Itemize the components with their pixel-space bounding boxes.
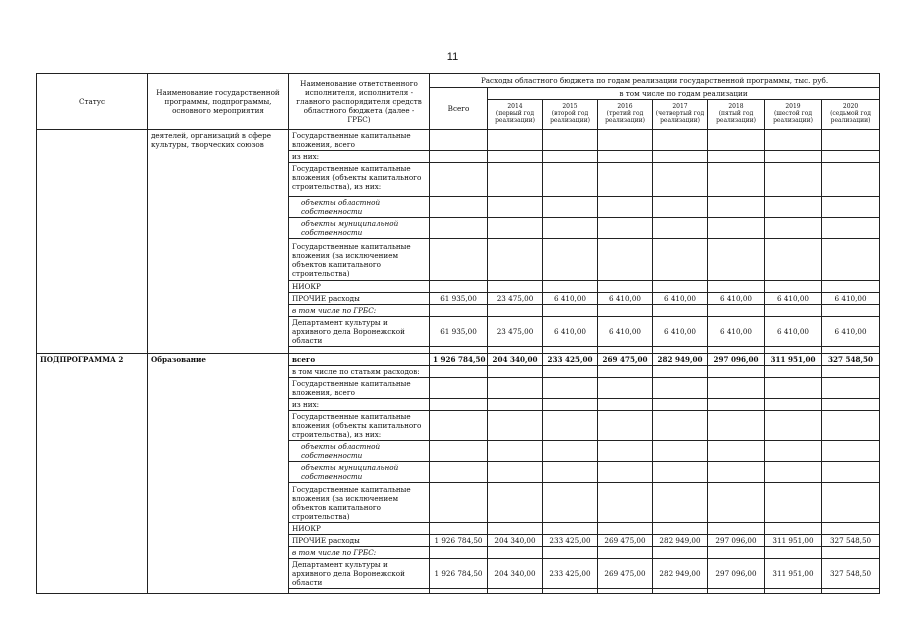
value-year: 327 548,50 — [822, 559, 880, 589]
s2-cap-excl: Государственные капитальные вложения (за исключением объектов капитального строительства) — [289, 483, 430, 523]
header-status: Статус — [37, 74, 148, 130]
value-year: 6 410,00 — [543, 293, 598, 305]
year-note: (пятый год реализации) — [716, 110, 756, 124]
year-label: 2017 — [672, 103, 688, 111]
value-year: 6 410,00 — [708, 293, 765, 305]
s1-cap-invest: Государственные капитальные вложения, всего — [289, 130, 430, 151]
s2-by-articles: в том числе по статьям расходов: — [289, 366, 430, 378]
value-year: 327 548,50 — [822, 354, 880, 366]
year-note: (третий год реализации) — [605, 110, 645, 124]
s1-cap-construction: Государственные капитальные вложения (объекты капитального строительства), из них: — [289, 163, 430, 197]
value-year: 6 410,00 — [653, 317, 708, 347]
s2-regional: объекты областной собственности — [289, 441, 430, 462]
year-label: 2018 — [728, 103, 744, 111]
header-year-2015 — [543, 100, 598, 130]
value-year: 311 951,00 — [765, 354, 822, 366]
s1-name: деятелей, организаций в сфере культуры, творческих союзов — [148, 130, 289, 354]
s2-incl-grbs: в том числе по ГРБС: — [289, 547, 430, 559]
value-year: 297 096,00 — [708, 354, 765, 366]
header-year-2017 — [653, 100, 708, 130]
value-year: 311 951,00 — [765, 535, 822, 547]
s2-other: ПРОЧИЕ расходы — [289, 535, 430, 547]
s1-niokr: НИОКР — [289, 281, 430, 293]
header-total: Всего — [430, 88, 488, 130]
s2-cap-invest: Государственные капитальные вложения, всего — [289, 378, 430, 399]
value-year: 6 410,00 — [708, 317, 765, 347]
value-year: 204 340,00 — [488, 559, 543, 589]
s2-of-which: из них: — [289, 399, 430, 411]
value-total: 1 926 784,50 — [430, 535, 488, 547]
value-year: 6 410,00 — [598, 317, 653, 347]
year-label: 2020 — [842, 103, 859, 111]
value-year: 282 949,00 — [653, 354, 708, 366]
header-program-name: Наименование государственной программы, подпрограммы, основного мероприятия — [148, 74, 289, 130]
value-year: 6 410,00 — [598, 293, 653, 305]
year-label: 2019 — [785, 103, 801, 111]
value-year: 6 410,00 — [765, 317, 822, 347]
value-total: 61 935,00 — [430, 317, 488, 347]
value-year: 6 410,00 — [653, 293, 708, 305]
s1-cap-excl: Государственные капитальные вложения (за исключением объектов капитального строительства) — [289, 239, 430, 281]
year-note: (второй год реализации) — [550, 110, 590, 124]
header-expenses: Расходы областного бюджета по годам реализации государственной программы, тыс. руб. — [430, 74, 880, 88]
value-year: 269 475,00 — [598, 559, 653, 589]
s2-niokr: НИОКР — [289, 523, 430, 535]
s2-name: Образование — [148, 354, 289, 594]
value-year: 269 475,00 — [598, 535, 653, 547]
value-year: 23 475,00 — [488, 317, 543, 347]
s1-of-which: из них: — [289, 151, 430, 163]
s1-other: ПРОЧИЕ расходы — [289, 293, 430, 305]
s1-municipal: объекты муниципальной собственности — [289, 218, 430, 239]
header-including-years: в том числе по годам реализации — [488, 88, 880, 100]
value-year: 204 340,00 — [488, 354, 543, 366]
s2-cap-construction: Государственные капитальные вложения (объекты капитального строительства), из них: — [289, 411, 430, 441]
value-year: 297 096,00 — [708, 535, 765, 547]
value-year: 311 951,00 — [765, 559, 822, 589]
year-label: 2014 — [507, 103, 523, 111]
value-year: 282 949,00 — [653, 535, 708, 547]
value-total: 61 935,00 — [430, 293, 488, 305]
year-note: (шестой год реализации) — [773, 110, 813, 124]
year-label: 2015 — [562, 103, 578, 111]
value-year: 6 410,00 — [822, 317, 880, 347]
value-year: 233 425,00 — [543, 354, 598, 366]
page-number: 11 — [446, 51, 459, 63]
value-total: 1 926 784,50 — [430, 559, 488, 589]
s1-incl-grbs: в том числе по ГРБС: — [289, 305, 430, 317]
value-year: 233 425,00 — [543, 535, 598, 547]
value-year: 6 410,00 — [543, 317, 598, 347]
value-year: 6 410,00 — [822, 293, 880, 305]
value-year: 327 548,50 — [822, 535, 880, 547]
value-year: 204 340,00 — [488, 535, 543, 547]
year-note: (четвертый год реализации) — [655, 110, 705, 124]
s1-dept: Департамент культуры и архивного дела Воронежской области — [289, 317, 430, 347]
header-year-2016 — [598, 100, 653, 130]
value-year: 6 410,00 — [765, 293, 822, 305]
value-year: 233 425,00 — [543, 559, 598, 589]
s2-status: ПОДПРОГРАММА 2 — [37, 354, 148, 594]
header-year-2019 — [765, 100, 822, 130]
header-executor: Наименование ответственного исполнителя, исполнителя - главного распорядителя средств областного бюджета (далее - ГРБС) — [289, 74, 430, 130]
value-year: 269 475,00 — [598, 354, 653, 366]
value-year: 23 475,00 — [488, 293, 543, 305]
header-year-2014 — [488, 100, 543, 130]
header-year-2018 — [708, 100, 765, 130]
budget-table — [36, 73, 880, 594]
value-year: 282 949,00 — [653, 559, 708, 589]
year-note: (первый год реализации) — [495, 110, 535, 124]
s2-municipal: объекты муниципальной собственности — [289, 462, 430, 483]
value-total: 1 926 784,50 — [430, 354, 488, 366]
header-year-2020 — [822, 100, 880, 130]
year-label: 2016 — [617, 103, 633, 111]
s2-dept: Департамент культуры и архивного дела Воронежской области — [289, 559, 430, 589]
s2-total: всего — [289, 354, 430, 366]
s1-status — [37, 130, 148, 354]
year-note: (седьмой год реализации) — [830, 110, 871, 124]
s1-regional: объекты областной собственности — [289, 197, 430, 218]
value-year: 297 096,00 — [708, 559, 765, 589]
